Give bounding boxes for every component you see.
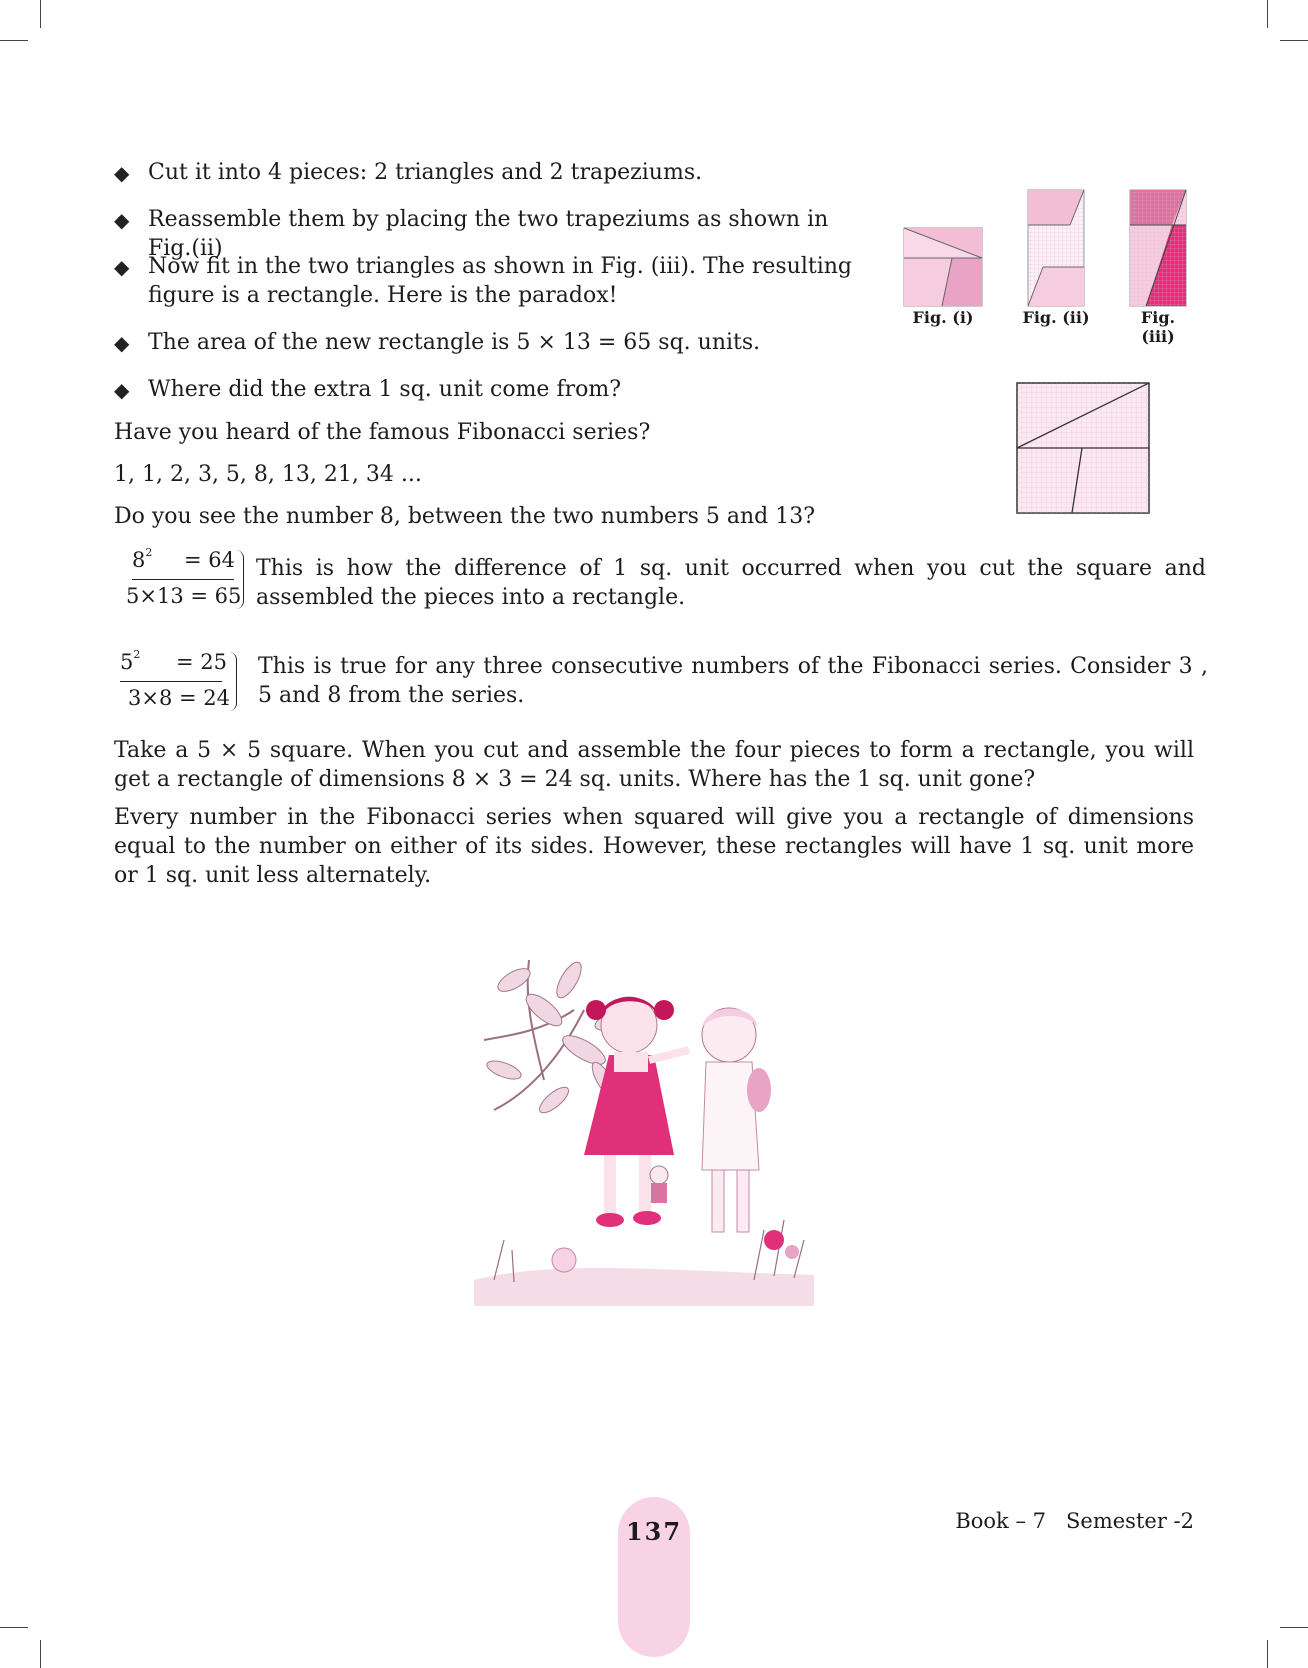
crop-mark bbox=[40, 0, 41, 28]
brace-icon bbox=[228, 652, 237, 711]
equation-block-2 bbox=[114, 648, 1208, 720]
equation-1-product: 5×13 = 65 bbox=[126, 584, 242, 608]
figures-illustration bbox=[898, 180, 1208, 310]
children-picture bbox=[474, 940, 834, 1306]
semester-label: Semester -2 bbox=[1066, 1509, 1194, 1533]
equation-1-square-result: = 64 bbox=[184, 548, 235, 572]
book-info bbox=[955, 1509, 1194, 1533]
equation-2-base: 5 bbox=[120, 650, 134, 674]
book-label: Book – 7 bbox=[955, 1509, 1046, 1533]
paradox-figures bbox=[898, 180, 1208, 346]
figure-ii-label: Fig. (ii) bbox=[1022, 308, 1090, 327]
crop-mark bbox=[1267, 1640, 1268, 1668]
equation-2-product: 3×8 = 24 bbox=[128, 686, 230, 710]
figure-i-label: Fig. (i) bbox=[912, 308, 974, 327]
equation-1-explanation: This is how the difference of 1 sq. unit occurred when you cut the square and assembled the pieces into a rectangle. bbox=[256, 556, 1206, 610]
diamond-bullet-icon: ◆ bbox=[114, 161, 130, 185]
crop-mark bbox=[1280, 1627, 1308, 1628]
crop-mark bbox=[1280, 40, 1308, 41]
equation-divider bbox=[120, 681, 222, 682]
fibonacci-sequence: 1, 1, 2, 3, 5, 8, 13, 21, 34 ... bbox=[114, 462, 422, 487]
list-item: ◆ Where did the extra 1 sq. unit come from? bbox=[114, 375, 874, 404]
list-item: ◆ Now fit in the two triangles as shown in Fig. (iii). The resulting figure is a rectangle. Here is the paradox! bbox=[114, 254, 852, 308]
equation-1-base: 8 bbox=[132, 548, 146, 572]
take-square-paragraph: Take a 5 × 5 square. When you cut and assemble the four pieces to form a rectangle, you will get a rectangle of dimensions 8 × 3 = 24 sq. units. Where has the 1 sq. unit gone? bbox=[114, 738, 1194, 792]
girl-in-pink-dress bbox=[584, 997, 689, 1227]
rectangle-diagram bbox=[1016, 382, 1152, 516]
figure-iii bbox=[1130, 190, 1186, 306]
crop-mark bbox=[40, 1640, 41, 1668]
crop-mark bbox=[1267, 0, 1268, 28]
rectangle-figure bbox=[1016, 382, 1152, 520]
equation-1-exponent: 2 bbox=[145, 546, 153, 559]
figure-i bbox=[904, 228, 982, 306]
toy bbox=[650, 1166, 668, 1203]
brace-icon bbox=[235, 550, 244, 609]
diamond-bullet-icon: ◆ bbox=[114, 331, 130, 355]
girl-in-overalls bbox=[702, 1008, 771, 1232]
list-item: ◆ The area of the new rectangle is 5 × 13 = 65 sq. units. bbox=[114, 328, 874, 357]
equation-2-explanation: This is true for any three consecutive numbers of the Fibonacci series. Consider 3 , 5 and 8 from the series. bbox=[258, 654, 1208, 708]
page-number: 137 bbox=[625, 1517, 683, 1546]
equation-2-square-result: = 25 bbox=[176, 650, 227, 674]
list-item: ◆ Reassemble them by placing the two trapeziums as shown in Fig.(ii) bbox=[114, 207, 829, 261]
every-number-paragraph: Every number in the Fibonacci series when squared will give you a rectangle of dimensions equal to the number on either of its sides. However, these rectangles will have 1 sq. unit more or 1 sq. unit less alternately. bbox=[114, 805, 1194, 888]
crop-mark bbox=[0, 1627, 28, 1628]
crop-mark bbox=[0, 40, 28, 41]
diamond-bullet-icon: ◆ bbox=[114, 255, 130, 279]
equation-block-1 bbox=[114, 548, 1204, 618]
girls-illustration bbox=[474, 940, 834, 1310]
equation-2-exponent: 2 bbox=[133, 648, 141, 661]
figure-ii bbox=[1028, 190, 1084, 306]
equation-divider bbox=[132, 579, 234, 580]
number-question: Do you see the number 8, between the two numbers 5 and 13? bbox=[114, 504, 816, 529]
list-item: ◆ Cut it into 4 pieces: 2 triangles and 2 trapeziums. bbox=[114, 158, 874, 187]
fibonacci-question: Have you heard of the famous Fibonacci series? bbox=[114, 420, 651, 445]
diamond-bullet-icon: ◆ bbox=[114, 208, 130, 232]
diamond-bullet-icon: ◆ bbox=[114, 378, 130, 402]
figure-iii-label: Fig. (iii) bbox=[1140, 308, 1176, 346]
